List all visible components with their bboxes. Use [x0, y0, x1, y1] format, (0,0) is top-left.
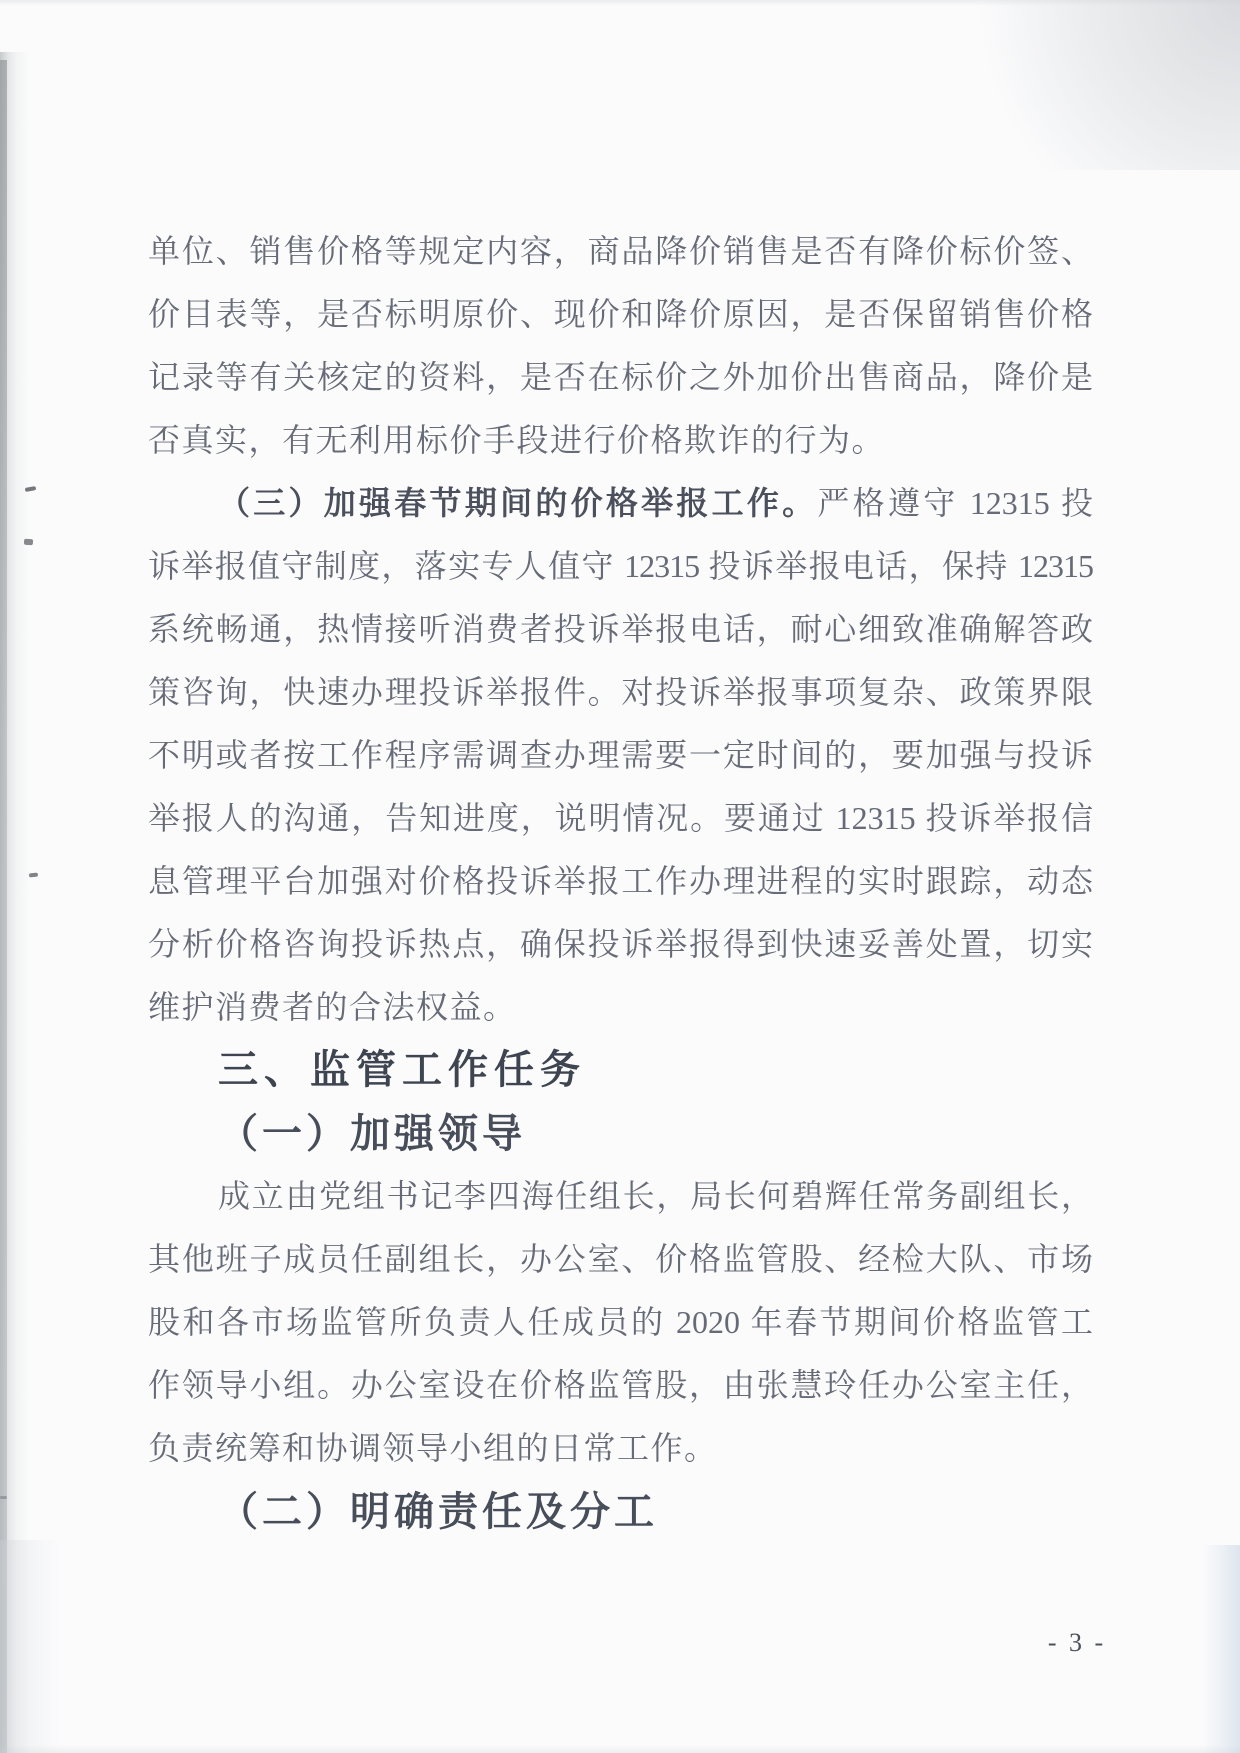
text-line: [148, 850, 1093, 913]
text-line: [148, 1354, 1093, 1417]
text-line: [148, 787, 1093, 850]
scan-speck: [0, 1496, 7, 1499]
text-segment: 其他班子成员任副组长，办公室、价格监管股、经检大队、市场: [148, 1241, 1093, 1277]
text-segment: 息管理平台加强对价格投诉举报工作办理进程的实时跟踪，动态: [148, 863, 1093, 899]
text-segment: 价目表等，是否标明原价、现价和降价原因，是否保留销售价格: [148, 296, 1093, 332]
text-line: [148, 1291, 1093, 1354]
text-segment: 作领导小组。办公室设在价格监管股，由张慧玲任办公室主任，: [148, 1367, 1093, 1403]
text-line: [148, 535, 1093, 598]
scan-bottom-left-wash: [0, 1540, 60, 1753]
text-block: [148, 220, 1093, 1543]
text-segment: 策咨询，快速办理投诉举报件。对投诉举报事项复杂、政策界限: [148, 674, 1093, 710]
text-segment: 股和各市场监管所负责人任成员的 2020 年春节期间价格监管工: [148, 1304, 1093, 1340]
text-segment: 不明或者按工作程序需调查办理需要一定时间的，要加强与投诉: [148, 737, 1093, 773]
text-line: [148, 220, 1093, 283]
text-line: [148, 976, 1093, 1039]
text-segment: 负责统筹和协调领导小组的日常工作。: [148, 1430, 718, 1466]
scan-bottom-edge-shadow: [0, 1745, 1240, 1753]
text-segment: （一）加强领导: [218, 1111, 526, 1156]
scan-left-edge-shadow-core: [0, 60, 7, 1753]
text-segment: 分析价格咨询投诉热点，确保投诉举报得到快速妥善处置，切实: [148, 926, 1093, 962]
text-segment: 举报人的沟通，告知进度，说明情况。要通过 12315 投诉举报信: [148, 800, 1093, 836]
text-segment: 单位、销售价格等规定内容，商品降价销售是否有降价标价签、: [148, 233, 1093, 269]
scan-top-edge-shadow: [0, 0, 1240, 6]
text-segment: 三、监管工作任务: [218, 1048, 586, 1092]
text-line: [148, 283, 1093, 346]
text-segment: 系统畅通，热情接听消费者投诉举报电话，耐心细致准确解答政: [148, 611, 1093, 647]
text-segment: 否真实，有无利用标价手段进行价格欺诈的行为。: [148, 422, 886, 458]
text-segment: 严格遵守 12315 投: [817, 485, 1093, 521]
scan-speck: [24, 539, 33, 546]
text-line: [148, 1228, 1093, 1291]
scan-speck: [29, 873, 38, 878]
text-line: [148, 346, 1093, 409]
scan-speck: [25, 486, 37, 492]
heading-line: [148, 1039, 1093, 1102]
text-segment: （二）明确责任及分工: [218, 1489, 658, 1534]
scan-top-right-corner-shadow: [920, 0, 1240, 170]
text-line: [148, 661, 1093, 724]
text-line: [148, 1165, 1093, 1228]
text-segment: 诉举报值守制度，落实专人值守 12315 投诉举报电话，保持 12315: [148, 548, 1093, 584]
text-line: [148, 1417, 1093, 1480]
page-number: - 3 -: [1047, 1628, 1107, 1657]
scan-right-edge-strip: [1202, 1545, 1240, 1753]
text-segment: 成立由党组书记李四海任组长，局长何碧辉任常务副组长，: [218, 1178, 1093, 1214]
text-line: [148, 598, 1093, 661]
text-segment: 记录等有关核定的资料，是否在标价之外加价出售商品，降价是: [148, 359, 1093, 395]
text-line: [148, 472, 1093, 535]
text-segment: 维护消费者的合法权益。: [148, 989, 517, 1025]
heading-line: [148, 1480, 1093, 1543]
text-line: [148, 913, 1093, 976]
text-line: [148, 724, 1093, 787]
bold-text-segment: （三）加强春节期间的价格举报工作。: [218, 485, 818, 521]
heading-line: [148, 1102, 1093, 1165]
text-line: [148, 409, 1093, 472]
